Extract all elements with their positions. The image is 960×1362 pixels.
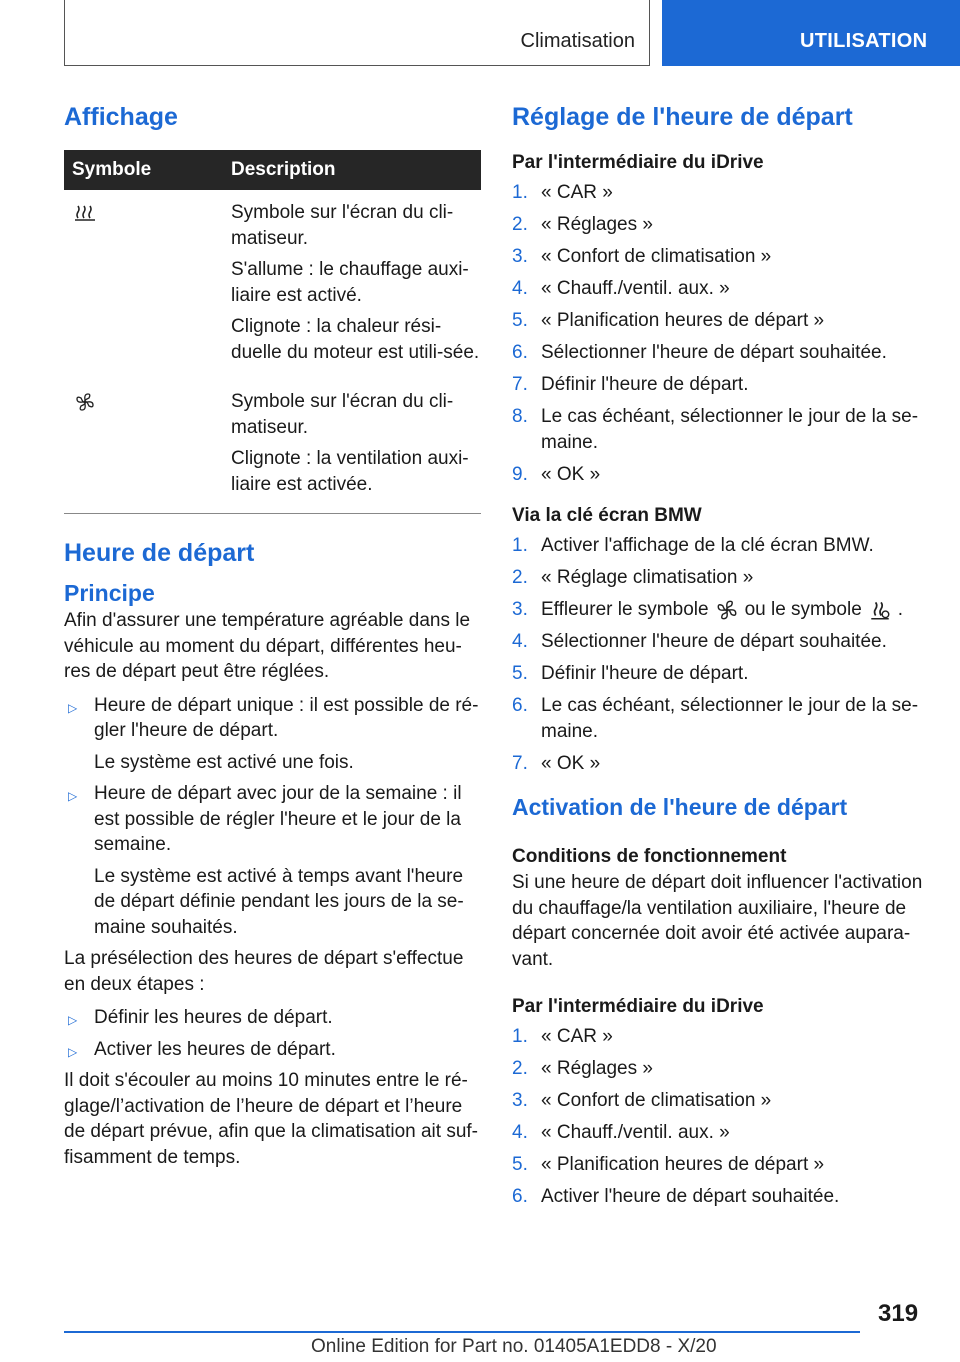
list-item: 4. « Chauff./ventil. aux. »: [512, 278, 730, 299]
list-item: 2. « Réglage climatisation »: [512, 567, 754, 588]
description-line: Clignote : la chaleur rési-duelle du moteur est utili-sée.: [231, 316, 480, 363]
bullet-subtext: Le système est activé une fois.: [94, 751, 354, 773]
bullet-triangle-icon: ▷: [68, 1044, 78, 1059]
list-item: [64, 693, 481, 776]
chapter-title: Climatisation: [520, 30, 635, 52]
table-header-description: Description: [231, 150, 481, 190]
table-row: [64, 379, 481, 514]
table-header-symbole: Symbole: [64, 150, 231, 190]
ventilation-icon: [715, 598, 739, 622]
symbol-table: [64, 150, 481, 514]
table-row: [64, 190, 481, 379]
list-item: 5. « Planification heures de départ »: [512, 310, 825, 331]
list-item: 3. « Confort de climatisation »: [512, 1090, 772, 1111]
list-item: 6. Le cas échéant, sélectionner le jour de la se-maine.: [512, 695, 919, 742]
list-item: 8. Le cas échéant, sélectionner le jour de la se-maine.: [512, 406, 919, 453]
list-item: 4. « Chauff./ventil. aux. »: [512, 1122, 730, 1143]
right-column: [512, 100, 930, 1216]
list-item: 6. Activer l'heure de départ souhaitée.: [512, 1186, 840, 1207]
list-item: [64, 1037, 481, 1063]
idrive-steps-list: [512, 180, 930, 487]
bmw-key-steps-list: [512, 533, 930, 776]
steps-bullets-list: [64, 1005, 481, 1062]
table-cell-description: [231, 379, 481, 514]
list-item: 7. « OK »: [512, 752, 601, 774]
heating-ventilation-icon: [868, 598, 892, 622]
list-item: [64, 1005, 481, 1031]
list-item: 3. « Confort de climatisation »: [512, 246, 772, 267]
list-item: 1. « CAR »: [512, 1026, 613, 1047]
description-line: Symbole sur l'écran du cli-matiseur.: [231, 202, 454, 249]
description-line: Symbole sur l'écran du cli-matiseur.: [231, 391, 454, 438]
footer-divider: [64, 1331, 860, 1333]
list-item: [64, 781, 481, 940]
principe-intro: Afin d'assurer une température agréable dans le véhicule au moment du départ, différentes heu-res de départ peut être réglées.: [64, 610, 471, 682]
header-section-box: [662, 0, 960, 66]
header-chapter-box: [64, 0, 650, 66]
departure-types-list: [64, 693, 481, 941]
bullet-triangle-icon: ▷: [68, 700, 78, 715]
left-column: [64, 100, 481, 1170]
idrive-label-2: Par l'intermédiaire du iDrive: [512, 996, 764, 1017]
table-cell-symbol: [64, 379, 231, 514]
conditions-text: Si une heure de départ doit influencer l'activation du chauffage/la ventilation auxiliaire, l'heure de départ concernée doit avoir été activée aupara-vant.: [512, 872, 923, 970]
section-title: UTILISATION: [800, 30, 928, 52]
table-cell-description: [231, 190, 481, 379]
list-item: 9. « OK »: [512, 463, 601, 485]
footer-edition: Online Edition for Part no. 01405A1EDD8 - X/20: [311, 1336, 717, 1357]
closing-text: Il doit s'écouler au moins 10 minutes entre le ré-glage/l’activation de l’heure de départ et l’heure de départ prévue, afin que la climatisation ait suf-fisamment de temps.: [64, 1070, 479, 1168]
activation-heading: Activation de l'heure de départ: [512, 794, 848, 820]
preselection-text: La présélection des heures de départ s'effectue en deux étapes :: [64, 948, 464, 995]
list-item: 6. Sélectionner l'heure de départ souhaitée.: [512, 342, 887, 363]
bullet-triangle-icon: ▷: [68, 789, 78, 803]
bmw-key-label: Via la clé écran BMW: [512, 505, 702, 526]
bullet-text: Activer les heures de départ.: [94, 1038, 336, 1060]
auxiliary-heating-icon: [74, 202, 96, 224]
auxiliary-ventilation-icon: [74, 391, 96, 413]
description-line: S'allume : le chauffage auxi-liaire est activé.: [231, 259, 469, 306]
bullet-text: Heure de départ avec jour de la semaine : il est possible de régler l'heure et le jour de la semaine.: [94, 783, 462, 855]
conditions-label: Conditions de fonctionnement: [512, 846, 787, 867]
list-item: 2. « Réglages »: [512, 1058, 653, 1079]
bullet-text: Heure de départ unique : il est possible de ré-gler l'heure de départ.: [94, 694, 479, 741]
bullet-triangle-icon: ▷: [68, 1013, 78, 1027]
principe-heading: Principe: [64, 580, 155, 606]
list-item: 5. Définir l'heure de départ.: [512, 663, 749, 684]
list-item: 5. « Planification heures de départ »: [512, 1154, 825, 1175]
heure-depart-heading: Heure de départ: [64, 539, 255, 567]
activation-steps-list: [512, 1024, 930, 1210]
list-item: 1. « CAR »: [512, 182, 613, 203]
table-cell-symbol: [64, 190, 231, 379]
affichage-heading: Affichage: [64, 103, 178, 131]
list-item: 7. Définir l'heure de départ.: [512, 374, 749, 395]
list-item: 1. Activer l'affichage de la clé écran BMW.: [512, 535, 874, 556]
bullet-text: Définir les heures de départ.: [94, 1007, 333, 1028]
reglage-heading: Réglage de l'heure de départ: [512, 103, 853, 131]
list-item: 3. Effleurer le symbole ou le symbole .: [512, 599, 904, 620]
bullet-subtext: Le système est activé à temps avant l'heure de départ définie pendant les jours de la se-maine souhaités.: [94, 865, 464, 938]
description-line: Clignote : la ventilation auxi-liaire est activée.: [231, 448, 469, 495]
list-item: 2. « Réglages »: [512, 214, 653, 235]
list-item: 4. Sélectionner l'heure de départ souhaitée.: [512, 631, 887, 652]
page-number: 319: [878, 1300, 919, 1327]
idrive-label: Par l'intermédiaire du iDrive: [512, 152, 764, 173]
